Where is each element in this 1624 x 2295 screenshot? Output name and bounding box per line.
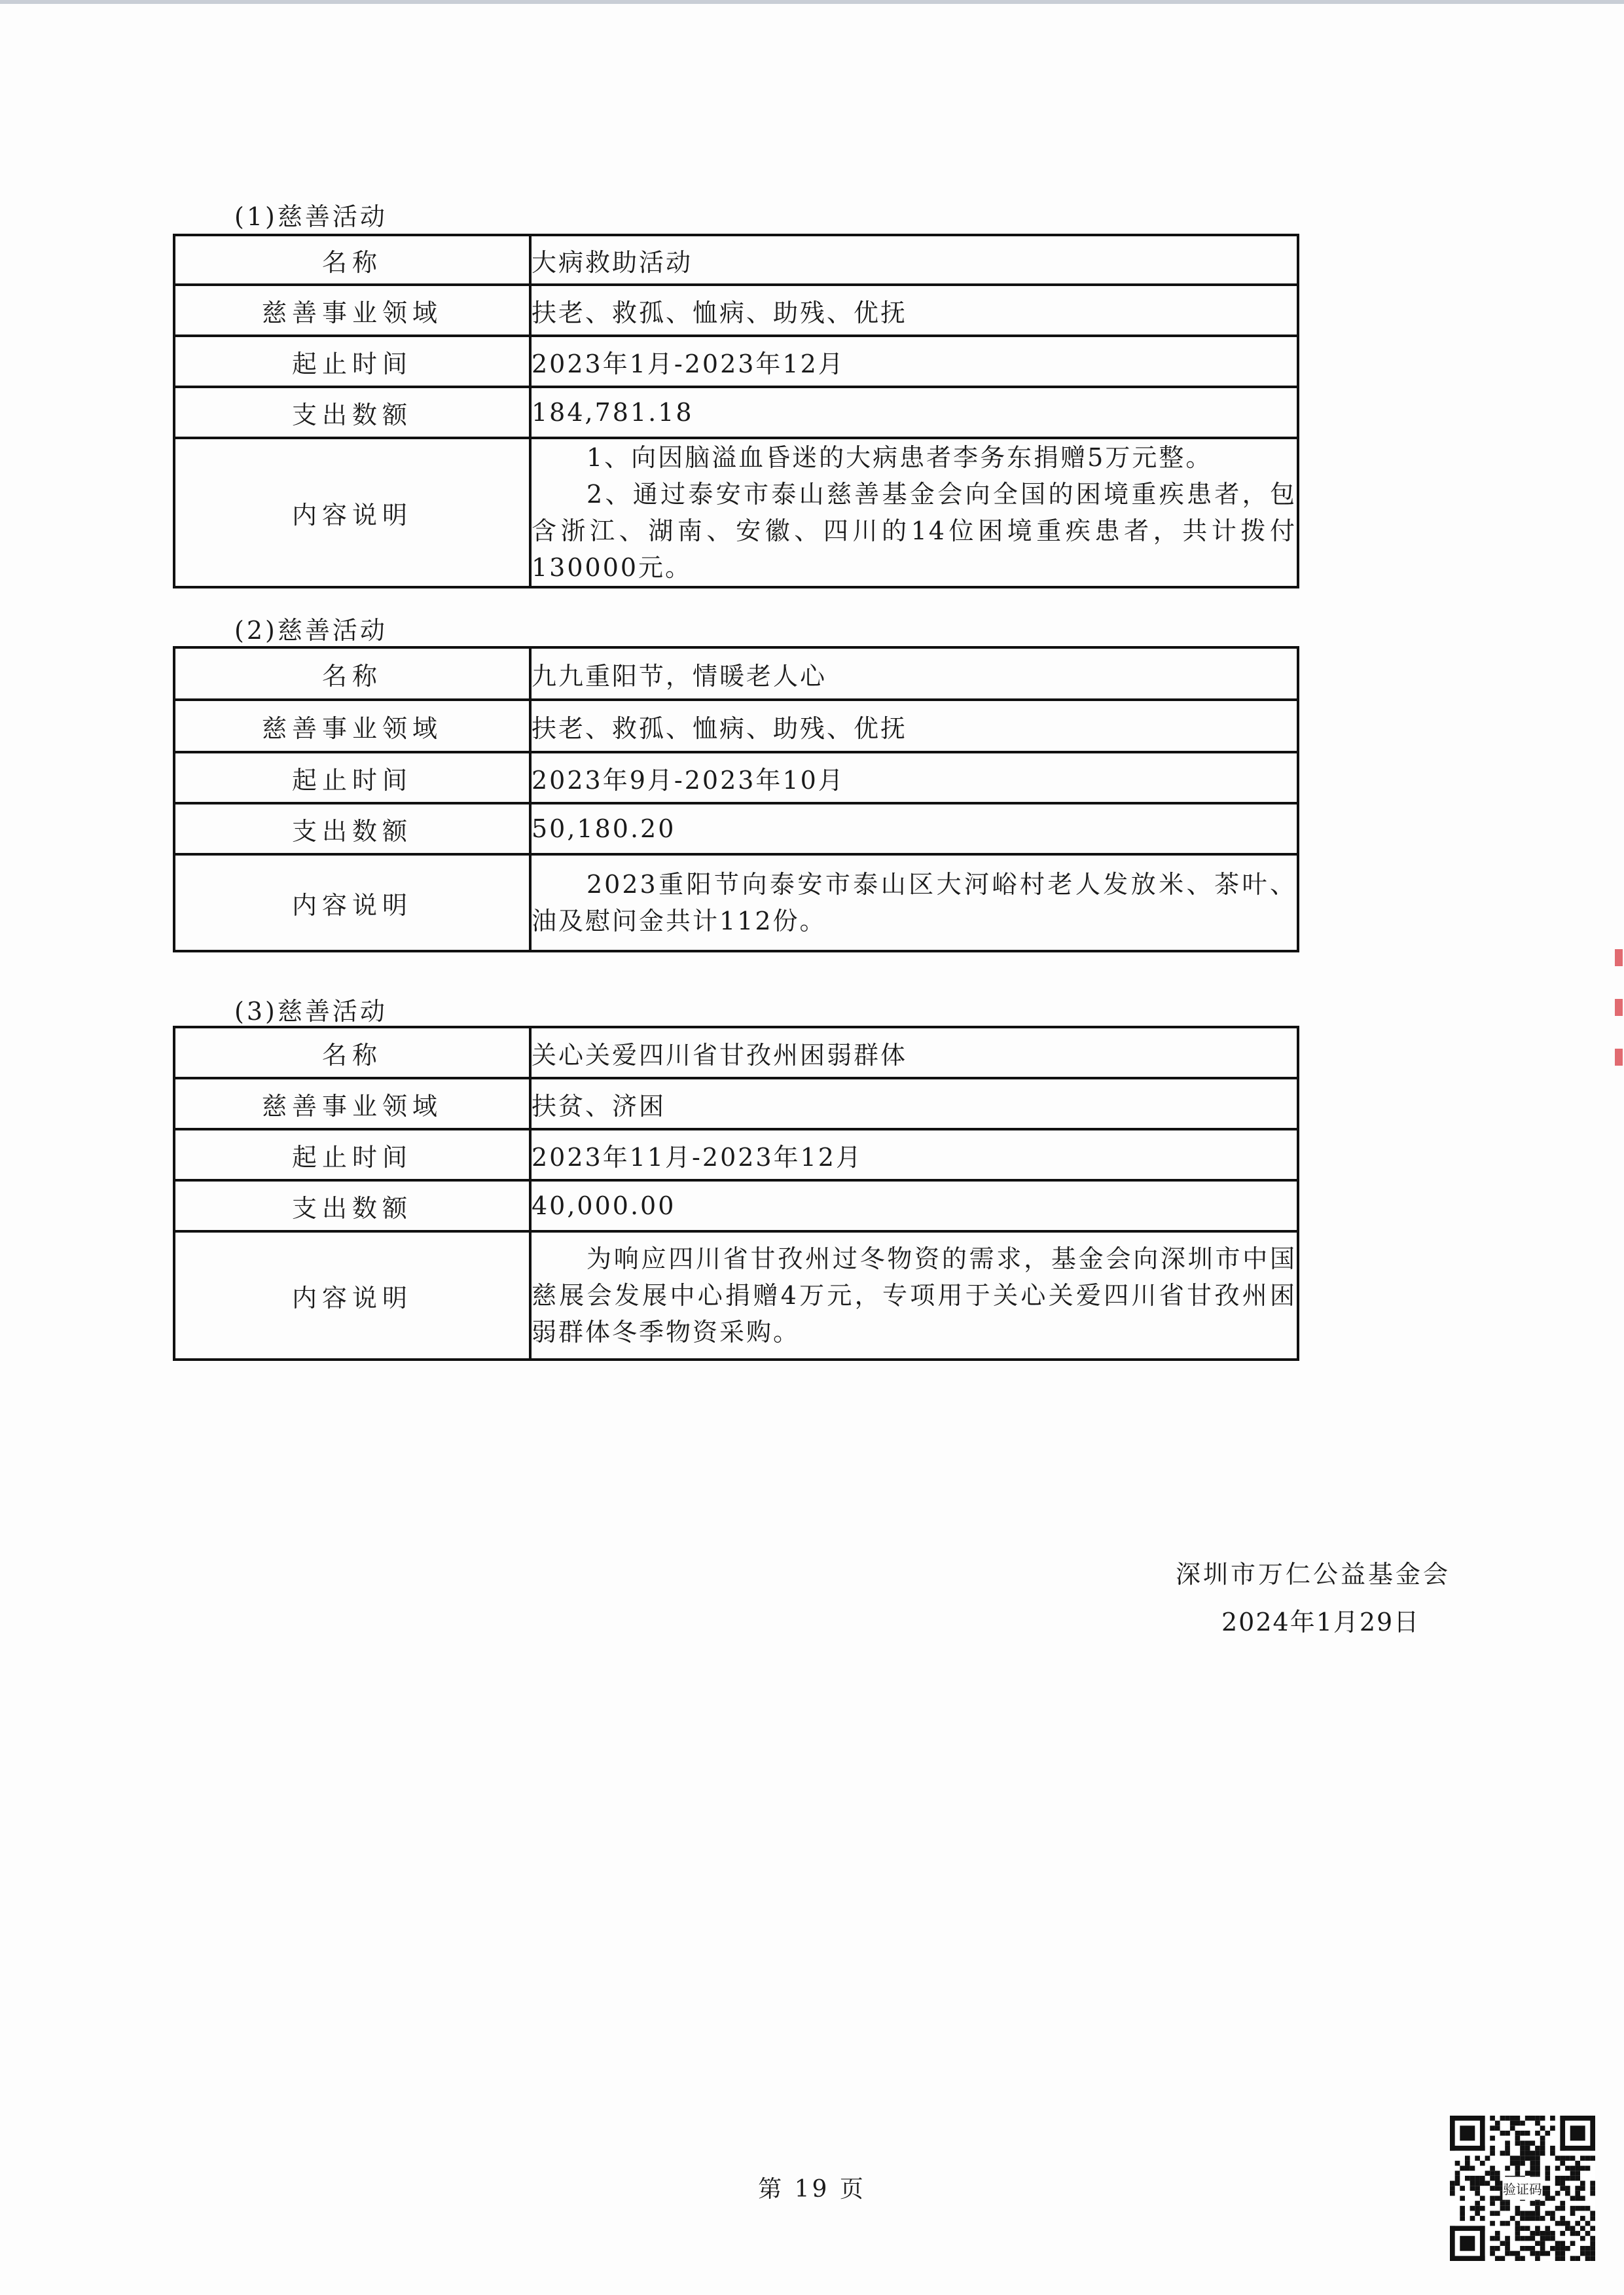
- activity-table-3: [173, 1026, 1299, 1361]
- period-value: 2023年9月-2023年10月: [530, 752, 1298, 803]
- period-value: 2023年1月-2023年12月: [530, 336, 1298, 387]
- period-label: 起止时间: [174, 1129, 530, 1180]
- field-label: 慈善事业领域: [174, 1078, 530, 1129]
- name-label: 名称: [174, 235, 530, 285]
- period-value: 2023年11月-2023年12月: [530, 1129, 1298, 1180]
- amount-label: 支出数额: [174, 1180, 530, 1231]
- name-label: 名称: [174, 1027, 530, 1078]
- name-value: 大病救助活动: [530, 235, 1298, 285]
- field-label: 慈善事业领域: [174, 700, 530, 752]
- desc-value: [530, 1231, 1298, 1360]
- name-label: 名称: [174, 647, 530, 700]
- period-label: 起止时间: [174, 752, 530, 803]
- amount-value: 184,781.18: [530, 387, 1298, 438]
- field-value: 扶贫、济困: [530, 1078, 1298, 1129]
- qr-label: 验证码: [1503, 2182, 1542, 2197]
- amount-label: 支出数额: [174, 387, 530, 438]
- field-label: 慈善事业领域: [174, 285, 530, 336]
- field-value: 扶老、救孤、恤病、助残、优抚: [530, 285, 1298, 336]
- seal-edge-marks: [1615, 949, 1624, 1119]
- desc-paragraph-2: 2、通过泰安市泰山慈善基金会向全国的困境重疾患者，包含浙江、湖南、安徽、四川的14位困境重疾患者，共计拨付130000元。: [532, 480, 1297, 582]
- amount-label: 支出数额: [174, 803, 530, 854]
- signature-date: 2024年1月29日: [1221, 1608, 1420, 1636]
- section-heading-1: (1)慈善活动: [234, 202, 388, 231]
- organization-name: 深圳市万仁公益基金会: [1176, 1560, 1451, 1589]
- desc-label: 内容说明: [174, 854, 530, 951]
- desc-label: 内容说明: [174, 438, 530, 587]
- name-value: 关心关爱四川省甘孜州困弱群体: [530, 1027, 1298, 1078]
- section-heading-2: (2)慈善活动: [234, 616, 388, 645]
- field-value: 扶老、救孤、恤病、助残、优抚: [530, 700, 1298, 752]
- desc-value: [530, 854, 1298, 951]
- desc-label: 内容说明: [174, 1231, 530, 1360]
- page-number: 第 19 页: [758, 2176, 866, 2203]
- amount-value: 50,180.20: [530, 803, 1298, 854]
- section-heading-3: (3)慈善活动: [234, 997, 388, 1026]
- desc-value: [530, 438, 1298, 587]
- activity-table-2: [173, 646, 1299, 952]
- qr-code-icon[interactable]: [1450, 2116, 1595, 2261]
- desc-paragraph-1: 为响应四川省甘孜州过冬物资的需求，基金会向深圳市中国慈展会发展中心捐赠4万元，专项用于关心关爱四川省甘孜州困弱群体冬季物资采购。: [532, 1244, 1297, 1346]
- name-value: 九九重阳节，情暖老人心: [530, 647, 1298, 700]
- amount-value: 40,000.00: [530, 1180, 1298, 1231]
- desc-paragraph-1: 1、向因脑溢血昏迷的大病患者李务东捐赠5万元整。: [586, 443, 1213, 472]
- activity-table-1: [173, 234, 1299, 588]
- desc-paragraph-1: 2023重阳节向泰安市泰山区大河峪村老人发放米、茶叶、油及慰问金共计112份。: [532, 870, 1297, 935]
- period-label: 起止时间: [174, 336, 530, 387]
- scan-top-edge: [0, 0, 1624, 4]
